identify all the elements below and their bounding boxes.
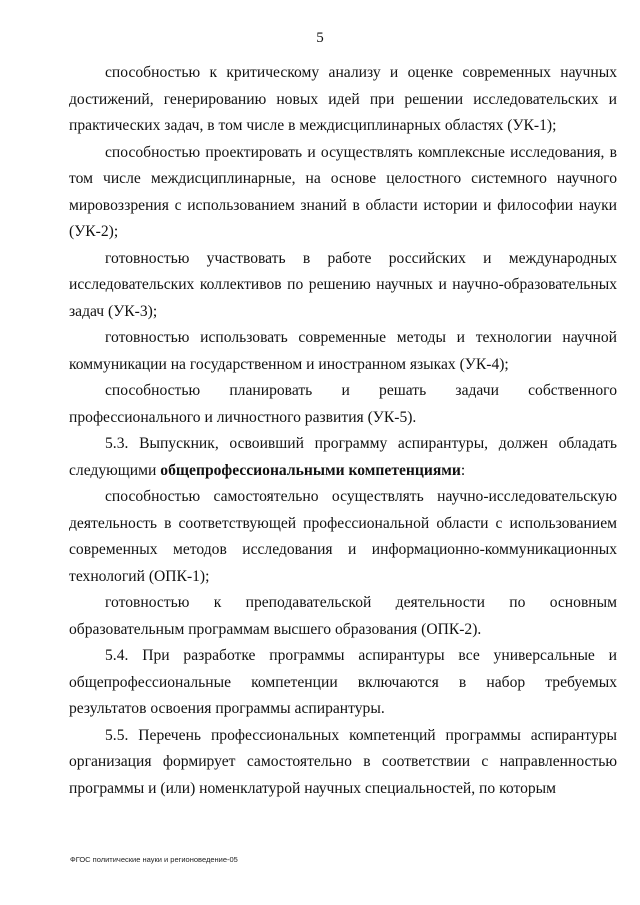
paragraph-5-4: 5.4. При разработке программы аспирантуры все универсальные и общепрофессиональные компетенции включаются в набор требуемых результатов освоения программы аспирантуры. (69, 647, 617, 717)
paragraph-uk-1: способностью к критическому анализу и оценке современных научных достижений, генерированию новых идей при решении исследовательских и практических задач, в том числе в междисциплинарных областях (УК-1); (69, 64, 617, 134)
paragraph-uk-2: способностью проектировать и осуществлять комплексные исследования, в том числе междисциплинарные, на основе целостного системного научного мировоззрения с использованием знаний в области истории и философии науки (УК-2); (69, 143, 617, 240)
paragraph-opk-2: готовностью к преподавательской деятельности по основным образовательным программам высшего образования (ОПК-2). (69, 594, 617, 638)
section-5-3-bold-term: общепрофессиональными компетенциями (160, 461, 461, 479)
paragraph-5-5: 5.5. Перечень профессиональных компетенций программы аспирантуры организация формирует самостоятельно в соответствии с направленностью программы и (или) номенклатурой научных специальностей, по которым (69, 726, 617, 797)
document-body (69, 60, 617, 802)
section-5-3-tail: : (460, 461, 466, 479)
paragraph-uk-3: готовностью участвовать в работе российских и международных исследовательских коллективов по решению научных и научно-образовательных задач (УК-3); (69, 249, 617, 320)
page-number: 5 (316, 30, 324, 46)
paragraph-uk-4: готовностью использовать современные методы и технологии научной коммуникации на государственном и иностранном языках (УК-4); (69, 329, 617, 373)
footer-note: ФГОС политические науки и регионоведение-05 (70, 855, 238, 864)
paragraph-uk-5: способностью планировать и решать задачи собственного профессионального и личностного развития (УК-5). (69, 382, 617, 426)
section-5-3-lead: 5.3. Выпускник, освоивший программу аспирантуры, должен обладать следующими (69, 435, 617, 479)
paragraph-5-3 (69, 431, 617, 484)
paragraph-opk-1: способностью самостоятельно осуществлять научно-исследовательскую деятельность в соответствующей профессиональной области с использованием современных методов исследования и информационно-коммуникационных технологий (ОПК-1); (69, 488, 617, 585)
